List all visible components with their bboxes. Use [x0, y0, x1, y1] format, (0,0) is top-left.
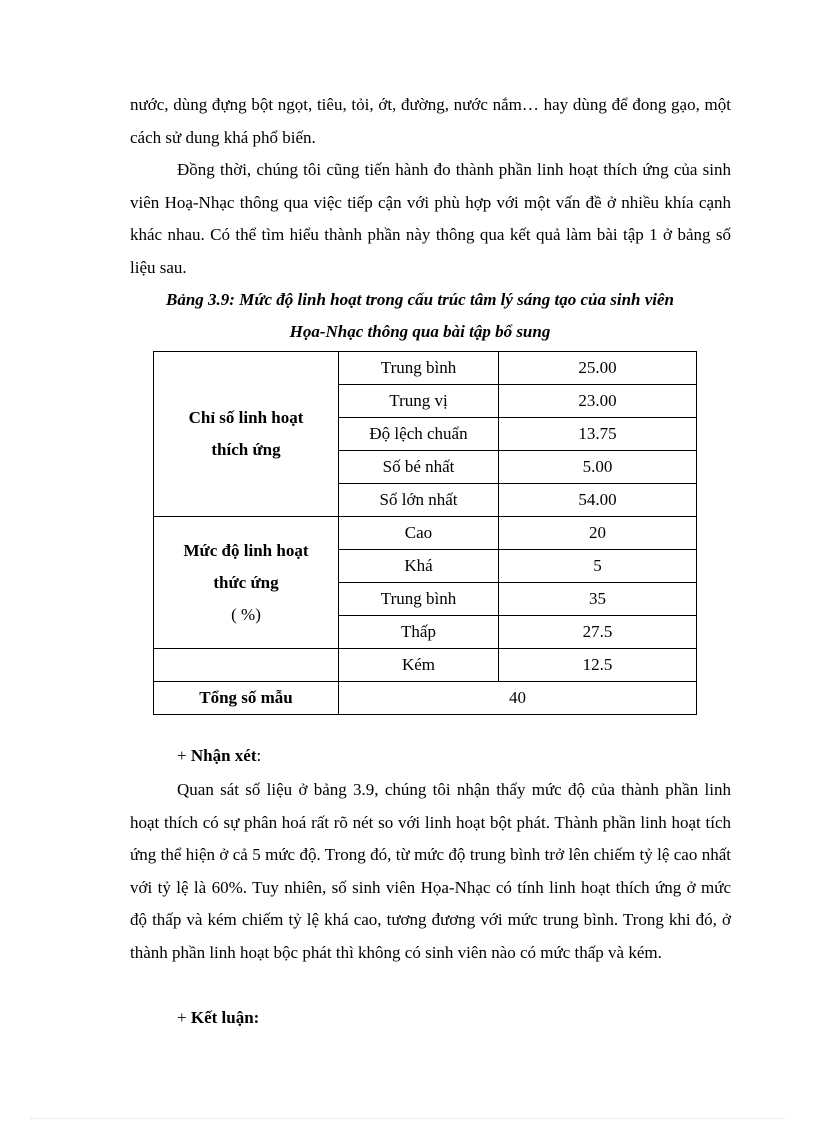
comment-heading	[177, 740, 261, 772]
level-label: Khá	[339, 550, 499, 583]
page-footer-divider	[30, 1118, 786, 1119]
stat-value: 5.00	[499, 451, 697, 484]
table-row-total	[154, 682, 697, 715]
stat-label: Số lớn nhất	[339, 484, 499, 517]
table-caption-line1: Bảng 3.9: Mức độ linh hoạt trong cấu trúc tâm lý sáng tạo của sinh viên	[166, 290, 674, 309]
stat-value: 13.75	[499, 418, 697, 451]
table-row	[154, 649, 697, 682]
group-label-line: thức ứng	[213, 572, 279, 592]
paragraph-intro: Đồng thời, chúng tôi cũng tiến hành đo thành phần linh hoạt thích ứng của sinh viên Hoạ-Nhạc thông qua việc tiếp cận với phù hợp với một vấn đề ở nhiều khía cạnh khác nhau. Có thể tìm hiểu thành phần này thông qua kết quả làm bài tập 1 ở bảng số liệu sau.	[130, 160, 731, 277]
comment-prefix: +	[177, 746, 191, 765]
level-label: Trung bình	[339, 583, 499, 616]
table-caption-line2: Họa-Nhạc thông qua bài tập bổ sung	[289, 322, 551, 341]
level-value: 35	[499, 583, 697, 616]
level-label: Thấp	[339, 616, 499, 649]
comment-body: Quan sát số liệu ở bảng 3.9, chúng tôi nhận thấy mức độ của thành phần linh hoạt thích có sự phân hoá rất rõ nét so với linh hoạt bột phát. Thành phần linh hoạt tích ứng thể hiện ở cả 5 mức độ. Trong đó, từ mức độ trung bình trở lên chiếm tỷ lệ cao nhất với tỷ lệ là 60%. Tuy nhiên, số sinh viên Họa-Nhạc có tính linh hoạt thích ứng ở mức độ thấp và kém chiếm tỷ lệ khá cao, tương đương với mức trung bình. Trong khi đó, ở thành phần linh hoạt bộc phát thì không có sinh viên nào có mức thấp và kém.	[130, 780, 731, 962]
comment-suffix: :	[256, 746, 262, 765]
level-value: 5	[499, 550, 697, 583]
total-label: Tổng số mẫu	[154, 682, 339, 715]
level-value: 27.5	[499, 616, 697, 649]
level-label: Kém	[339, 649, 499, 682]
table-row	[154, 352, 697, 385]
stat-label: Trung bình	[339, 352, 499, 385]
group-label-line: Mức độ linh hoạt	[183, 540, 309, 560]
level-value: 12.5	[499, 649, 697, 682]
group-label-line: thích ứng	[211, 440, 281, 459]
empty-cell	[154, 649, 339, 682]
table-row	[154, 517, 697, 550]
stat-label: Số bé nhất	[339, 451, 499, 484]
statistics-table	[153, 351, 697, 715]
level-value: 20	[499, 517, 697, 550]
total-value: 40	[339, 682, 697, 715]
group-label-line: ( %)	[231, 604, 261, 624]
conclusion-prefix: +	[177, 1008, 191, 1027]
stat-value: 23.00	[499, 385, 697, 418]
paragraph-continuation: nước, dùng đựng bột ngọt, tiêu, tỏi, ớt, đường, nước nắm… hay dùng để đong gạo, một cách sử dung khá phổ biến.	[130, 95, 731, 147]
level-label: Cao	[339, 517, 499, 550]
group-label-line: Chỉ số linh hoạt	[188, 408, 304, 427]
conclusion-heading	[177, 1002, 259, 1034]
group-label-flexibility-level	[154, 517, 339, 649]
comment-heading-text: Nhận xét	[190, 746, 257, 765]
stat-value: 25.00	[499, 352, 697, 385]
stat-value: 54.00	[499, 484, 697, 517]
group-label-flexibility-index	[154, 352, 339, 517]
conclusion-heading-text: Kết luận:	[190, 1008, 260, 1027]
stat-label: Độ lệch chuẩn	[339, 418, 499, 451]
stat-label: Trung vị	[339, 385, 499, 418]
